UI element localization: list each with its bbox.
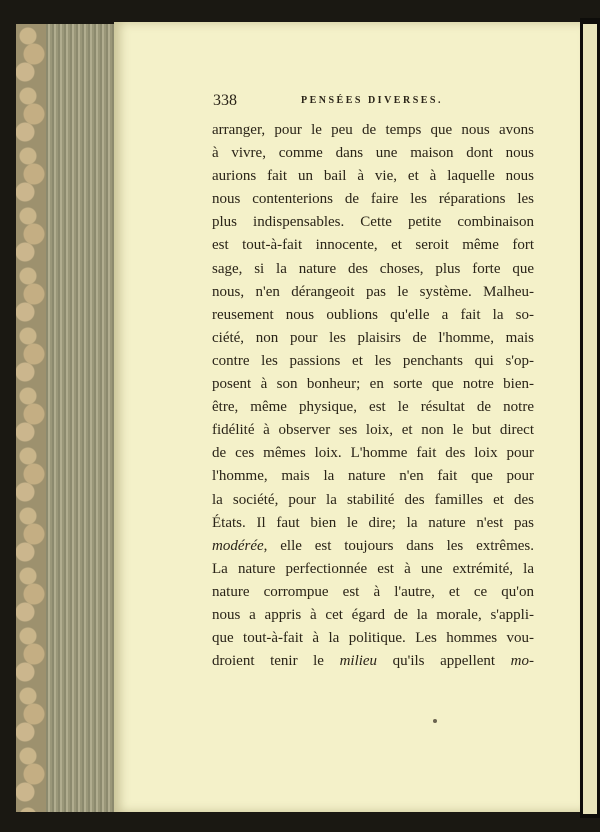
line-text: ciété, non pour les plaisirs de l'homme, mais xyxy=(212,329,534,346)
line-text: États. Il faut bien le dire; la nature n'est pas xyxy=(212,514,534,531)
line-text: qu'ils appellent xyxy=(377,653,511,670)
text-line xyxy=(212,442,534,465)
line-text: l'homme, mais la nature n'en fait que pour xyxy=(212,468,534,485)
line-text: reusement nous oublions qu'elle a fait la so- xyxy=(212,306,534,323)
line-text: sage, si la nature des choses, plus forte que xyxy=(212,260,534,277)
italic-text: modérée xyxy=(212,537,264,554)
line-text: que tout-à-fait à la politique. Les hommes vou- xyxy=(212,630,534,647)
line-text: nature corrompue est à l'autre, et ce qu'on xyxy=(212,583,534,600)
line-text: fidélité à observer ses loix, et non le but direct xyxy=(212,422,534,439)
text-line xyxy=(212,281,534,304)
right-page-edge xyxy=(580,18,600,818)
text-line xyxy=(212,142,534,165)
running-title: PENSÉES DIVERSES. xyxy=(301,95,443,106)
line-text: est tout-à-fait innocente, et seroit même fort xyxy=(212,237,534,254)
text-line xyxy=(212,350,534,373)
italic-text: mo- xyxy=(510,653,534,670)
text-line xyxy=(212,512,534,535)
ink-spot xyxy=(433,719,437,723)
text-line xyxy=(212,604,534,627)
line-text: aurions fait un bail à vie, et à laquelle nous xyxy=(212,168,534,185)
line-text: , elle est toujours dans les extrêmes. xyxy=(263,537,534,554)
line-text: posent à son bonheur; en sorte que notre bien- xyxy=(212,376,534,393)
line-text: contre les passions et les penchants qui s'op- xyxy=(212,352,534,369)
line-text: la société, pour la stabilité des familles et des xyxy=(212,491,534,508)
page-header xyxy=(213,92,531,112)
text-line xyxy=(212,165,534,188)
line-text: La nature perfectionnée est à une extrémité, la xyxy=(212,560,534,577)
line-text: être, même physique, est le résultat de notre xyxy=(212,399,534,416)
text-line xyxy=(212,396,534,419)
line-text: à vivre, comme dans une maison dont nous xyxy=(212,145,534,162)
text-line xyxy=(212,188,534,211)
text-line xyxy=(212,119,534,142)
line-text: droient tenir le xyxy=(212,653,340,670)
text-line xyxy=(212,327,534,350)
text-line xyxy=(212,258,534,281)
text-line xyxy=(212,304,534,327)
italic-text: milieu xyxy=(339,653,378,670)
body-text xyxy=(212,119,534,673)
line-text: de ces mêmes loix. L'homme fait des loix pour xyxy=(212,445,534,462)
line-text: nous, n'en dérangeoit pas le système. Malheu- xyxy=(212,283,534,300)
text-line xyxy=(212,211,534,234)
text-line xyxy=(212,535,534,558)
text-line xyxy=(212,465,534,488)
text-line xyxy=(212,558,534,581)
text-line xyxy=(212,627,534,650)
text-line xyxy=(212,650,534,673)
line-text: nous contenterions de faire les réparations les xyxy=(212,191,534,208)
text-line xyxy=(212,373,534,396)
page-number: 338 xyxy=(213,92,237,109)
text-line xyxy=(212,234,534,257)
line-text: plus indispensables. Cette petite combinaison xyxy=(212,214,534,231)
text-line xyxy=(212,581,534,604)
text-line xyxy=(212,489,534,512)
marbled-edge xyxy=(16,24,46,812)
line-text: nous a appris à cet égard de la morale, s'appli- xyxy=(212,606,534,623)
line-text: arranger, pour le peu de temps que nous avons xyxy=(212,122,534,138)
text-line xyxy=(212,419,534,442)
